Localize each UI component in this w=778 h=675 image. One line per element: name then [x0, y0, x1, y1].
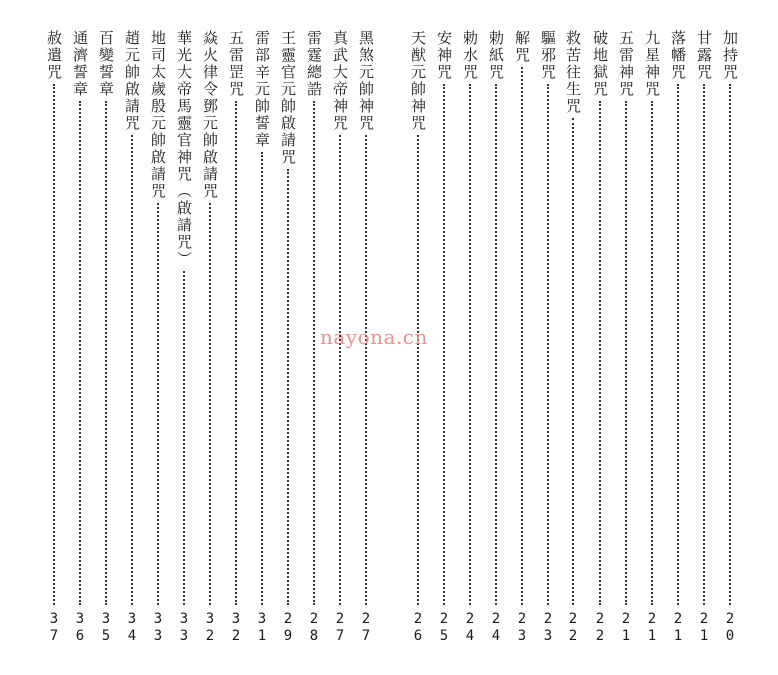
toc-entry[interactable] [484, 30, 508, 645]
toc-entry-title: 百變誓章 [97, 30, 115, 98]
toc-entry-title: 通濟誓章 [71, 30, 89, 98]
toc-entry-title: 赦遣咒 [45, 30, 63, 81]
toc-entry-title: 雷部辛元帥誓章 [253, 30, 271, 149]
toc-entry[interactable] [432, 30, 456, 645]
toc-entry-title: 解咒 [513, 30, 531, 64]
toc-entry[interactable] [94, 30, 118, 645]
toc-entry[interactable] [614, 30, 638, 645]
toc-entry-title: 真武大帝神咒 [331, 30, 349, 132]
leader-dots [261, 152, 263, 605]
toc-entry-page-number: 23 [514, 611, 530, 645]
toc-entry-title: 落幡咒 [669, 30, 687, 81]
leader-dots [572, 118, 574, 605]
toc-entry[interactable] [692, 30, 716, 645]
leader-dots [365, 135, 367, 605]
toc-entry-page-number: 34 [124, 611, 140, 645]
toc-entry-page-number: 35 [98, 611, 114, 645]
toc-entry-title: 驅邪咒 [539, 30, 557, 81]
toc-entry[interactable] [172, 30, 196, 645]
leader-dots [157, 203, 159, 605]
leader-dots [729, 84, 731, 605]
toc-entry-title: 黑煞元帥神咒 [357, 30, 375, 132]
toc-entry-page-number: 31 [254, 611, 270, 645]
toc-entry-page-number: 32 [228, 611, 244, 645]
toc-entry-page-number: 33 [176, 611, 192, 645]
toc-entry-page-number: 27 [332, 611, 348, 645]
leader-dots [703, 84, 705, 605]
toc-entry-page-number: 29 [280, 611, 296, 645]
toc-entry-title: 破地獄咒 [591, 30, 609, 98]
toc-entry-page-number: 20 [722, 611, 738, 645]
leader-dots [53, 84, 55, 605]
toc-entry-page-number: 22 [592, 611, 608, 645]
toc-entry-page-number: 21 [696, 611, 712, 645]
toc-entry-title: 雷霆總誥 [305, 30, 323, 98]
toc-entry-title: 加持咒 [721, 30, 739, 81]
toc-entry-page-number: 32 [202, 611, 218, 645]
toc-entry-page-number: 21 [644, 611, 660, 645]
toc-entry-title: 五雷神咒 [617, 30, 635, 98]
toc-entry-page-number: 36 [72, 611, 88, 645]
leader-dots [495, 84, 497, 605]
leader-dots [131, 135, 133, 605]
toc-entry[interactable] [198, 30, 222, 645]
toc-entry-page-number: 33 [150, 611, 166, 645]
toc-entry-page-number: 24 [488, 611, 504, 645]
toc-entry-title: 勅水咒 [461, 30, 479, 81]
toc-entry-title: 救苦往生咒 [564, 30, 582, 115]
leader-dots [417, 135, 419, 605]
leader-dots [287, 169, 289, 605]
leader-dots [443, 84, 445, 605]
toc-entry-page-number: 22 [565, 611, 581, 645]
leader-dots [625, 101, 627, 605]
leader-dots [313, 101, 315, 605]
toc-entry[interactable] [640, 30, 664, 645]
toc-entry[interactable] [224, 30, 248, 645]
watermark: nayona.cn [320, 325, 428, 349]
leader-dots [651, 101, 653, 605]
toc-entry[interactable] [120, 30, 144, 645]
leader-dots [599, 101, 601, 605]
leader-dots [469, 84, 471, 605]
leader-dots [521, 67, 523, 605]
leader-dots [209, 203, 211, 605]
leader-dots [183, 271, 185, 605]
leader-dots [677, 84, 679, 605]
toc-entry-title: 趙元帥啟請咒 [123, 30, 141, 132]
leader-dots [235, 101, 237, 605]
toc-entry-page-number: 21 [670, 611, 686, 645]
toc-entry[interactable] [42, 30, 66, 645]
toc-entry-page-number: 37 [46, 611, 62, 645]
toc-entry[interactable] [588, 30, 612, 645]
toc-entry[interactable] [561, 30, 585, 645]
toc-entry-title: 地司太歲殷元帥啟請咒 [149, 30, 167, 200]
toc-entry[interactable] [666, 30, 690, 645]
toc-entry-title: 九星神咒 [643, 30, 661, 98]
toc-entry-page-number: 24 [462, 611, 478, 645]
leader-dots [105, 101, 107, 605]
toc-entry[interactable] [68, 30, 92, 645]
toc-entry-page-number: 26 [410, 611, 426, 645]
toc-entry[interactable] [250, 30, 274, 645]
leader-dots [547, 84, 549, 605]
toc-entry-page-number: 25 [436, 611, 452, 645]
toc-entry-page-number: 21 [618, 611, 634, 645]
toc-entry-page-number: 28 [306, 611, 322, 645]
toc-entry[interactable] [510, 30, 534, 645]
toc-entry-title: 勅紙咒 [487, 30, 505, 81]
toc-entry[interactable] [718, 30, 742, 645]
toc-entry-title: 天猷元帥神咒 [409, 30, 427, 132]
toc-entry[interactable] [458, 30, 482, 645]
toc-entry-title: 甘露咒 [695, 30, 713, 81]
leader-dots [339, 135, 341, 605]
toc-entry[interactable] [536, 30, 560, 645]
toc-entry-title: 安神咒 [435, 30, 453, 81]
leader-dots [79, 101, 81, 605]
toc-entry-page-number: 27 [358, 611, 374, 645]
toc-entry-page-number: 23 [540, 611, 556, 645]
toc-entry-title: 五雷罡咒 [227, 30, 245, 98]
toc-entry[interactable] [276, 30, 300, 645]
toc-entry-title: 焱火律令鄧元帥啟請咒 [201, 30, 219, 200]
toc-entry-title: 華光大帝馬靈官神咒（啟請咒） [175, 30, 193, 268]
toc-entry-title: 王靈官元帥啟請咒 [279, 30, 297, 166]
toc-entry[interactable] [146, 30, 170, 645]
